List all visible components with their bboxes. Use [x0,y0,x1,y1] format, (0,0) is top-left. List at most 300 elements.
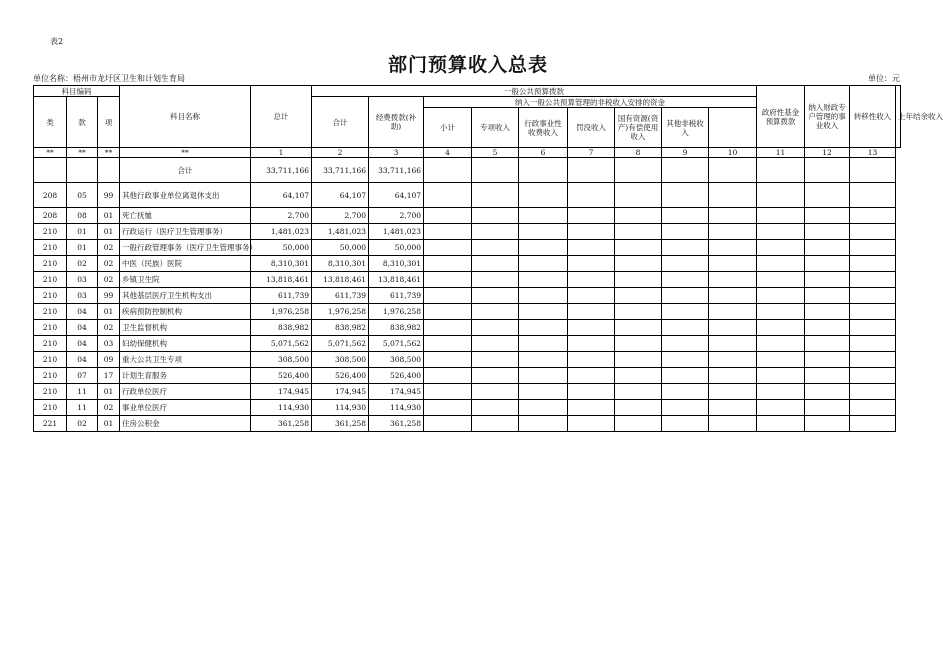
empty-cell [519,336,568,352]
empty-cell [805,256,850,272]
row-funding: 5,071,562 [369,336,424,352]
empty-cell [662,256,709,272]
empty-cell [850,368,896,384]
row-kuan: 04 [67,352,98,368]
empty-cell [850,336,896,352]
row-xiang: 01 [98,384,120,400]
empty-cell [424,384,472,400]
row-subject-name: 疾病预防控制机构 [120,304,251,320]
empty-cell [568,400,615,416]
empty-cell [757,336,805,352]
empty-cell [662,336,709,352]
row-lei: 210 [34,256,67,272]
empty-cell [424,304,472,320]
row-total: 2,700 [251,208,312,224]
row-subtotal: 50,000 [312,240,369,256]
empty-cell [805,320,850,336]
empty-cell [568,288,615,304]
row-subject-name: 重大公共卫生专项 [120,352,251,368]
empty-cell [519,352,568,368]
header-nt-subtotal: 小计 [424,108,472,148]
row-lei: 210 [34,304,67,320]
empty-cell [850,272,896,288]
empty-cell [709,256,757,272]
empty-cell [519,224,568,240]
row-xiang: 01 [98,304,120,320]
row-xiang: 02 [98,400,120,416]
empty-cell [709,224,757,240]
header-nontax-group: 纳入一般公共预算管理的非税收入安排的资金 [424,97,757,108]
row-total: 1,976,258 [251,304,312,320]
row-subject-name: 死亡抚恤 [120,208,251,224]
empty-cell [805,288,850,304]
row-total: 50,000 [251,240,312,256]
empty-cell [519,256,568,272]
empty-cell [757,368,805,384]
empty-cell [757,224,805,240]
empty-cell [805,208,850,224]
index-cell: 13 [850,148,896,158]
empty-cell [757,416,805,432]
row-total: 361,258 [251,416,312,432]
row-subtotal: 611,739 [312,288,369,304]
empty-cell [615,208,662,224]
row-funding: 1,481,023 [369,224,424,240]
row-lei: 208 [34,183,67,208]
row-lei: 210 [34,368,67,384]
empty-cell [757,272,805,288]
table-row [34,368,901,384]
index-cell: 2 [312,148,369,158]
header-fines: 罚没收入 [568,108,615,148]
row-subtotal: 13,818,461 [312,272,369,288]
empty-cell [805,304,850,320]
row-subject-name: 乡镇卫生院 [120,272,251,288]
empty-cell [615,240,662,256]
index-cell: ** [34,148,67,158]
empty-cell [662,288,709,304]
empty-cell [472,304,519,320]
empty-cell [805,224,850,240]
empty-cell [424,240,472,256]
empty-cell [805,384,850,400]
row-total: 611,739 [251,288,312,304]
empty-cell [519,320,568,336]
row-xiang: 02 [98,320,120,336]
index-cell: 8 [615,148,662,158]
empty-cell [568,384,615,400]
empty-cell [472,416,519,432]
index-row [34,148,901,158]
row-subtotal: 2,700 [312,208,369,224]
empty-cell [757,352,805,368]
empty-cell [709,384,757,400]
empty-cell [519,208,568,224]
empty-cell [757,240,805,256]
empty-cell [805,400,850,416]
empty-cell [709,183,757,208]
empty-cell [850,240,896,256]
row-funding: 2,700 [369,208,424,224]
empty-cell [662,352,709,368]
table-row [34,240,901,256]
table-row [34,400,901,416]
total-row [34,158,901,183]
index-cell: 11 [757,148,805,158]
empty-cell [757,288,805,304]
empty-cell [709,400,757,416]
empty-cell [615,272,662,288]
empty-cell [757,400,805,416]
row-funding: 526,400 [369,368,424,384]
empty-cell [662,304,709,320]
row-lei: 210 [34,288,67,304]
header-total: 总计 [251,86,312,148]
header-funding: 经费拨款(补助) [369,97,424,148]
empty-cell [424,320,472,336]
empty-cell [662,208,709,224]
empty-cell [424,336,472,352]
row-total: 526,400 [251,368,312,384]
row-xiang: 99 [98,288,120,304]
empty-cell [568,208,615,224]
empty-cell [709,352,757,368]
empty-cell [424,416,472,432]
row-subject-name: 妇幼保健机构 [120,336,251,352]
table-row [34,256,901,272]
row-funding: 114,930 [369,400,424,416]
empty-cell [757,304,805,320]
row-subject-name: 住房公积金 [120,416,251,432]
budget-income-table [33,85,943,432]
empty-cell [519,288,568,304]
empty-cell [424,208,472,224]
row-total: 64,107 [251,183,312,208]
row-subtotal: 1,481,023 [312,224,369,240]
row-xiang: 02 [98,240,120,256]
row-kuan: 02 [67,256,98,272]
index-cell: 3 [369,148,424,158]
total-label: 合计 [120,158,251,183]
index-cell: ** [98,148,120,158]
empty-cell [850,304,896,320]
header-subject-code: 科目编码 [34,86,120,97]
empty-cell [662,368,709,384]
header-general-budget: 一般公共预算拨款 [312,86,757,97]
row-total: 8,310,301 [251,256,312,272]
row-lei: 210 [34,272,67,288]
empty-cell [424,272,472,288]
empty-cell [757,320,805,336]
empty-cell [709,368,757,384]
empty-cell [424,352,472,368]
row-subtotal: 5,071,562 [312,336,369,352]
row-kuan: 02 [67,416,98,432]
empty-cell [472,400,519,416]
row-subtotal: 838,982 [312,320,369,336]
row-funding: 8,310,301 [369,256,424,272]
empty-cell [662,416,709,432]
empty-cell [568,256,615,272]
row-kuan: 03 [67,288,98,304]
empty-cell [615,224,662,240]
empty-cell [805,416,850,432]
table-row [34,336,901,352]
table-row [34,384,901,400]
row-subtotal: 114,930 [312,400,369,416]
row-xiang: 17 [98,368,120,384]
table-row [34,208,901,224]
row-kuan: 04 [67,304,98,320]
empty-cell [424,400,472,416]
empty-cell [472,224,519,240]
empty-cell [615,336,662,352]
empty-cell [568,272,615,288]
row-total: 308,500 [251,352,312,368]
empty-cell [850,352,896,368]
empty-cell [568,224,615,240]
row-xiang: 03 [98,336,120,352]
empty-cell [709,240,757,256]
empty-cell [662,272,709,288]
empty-cell [709,288,757,304]
empty-cell [757,256,805,272]
empty-cell [805,352,850,368]
empty-cell [615,368,662,384]
empty-cell [850,384,896,400]
row-total: 114,930 [251,400,312,416]
page-title: 部门预算收入总表 [387,54,548,76]
row-lei: 221 [34,416,67,432]
index-cell: 12 [805,148,850,158]
header-kuan: 款 [67,97,98,148]
empty-cell [424,224,472,240]
empty-cell [662,240,709,256]
row-total: 1,481,023 [251,224,312,240]
row-subject-name: 行政运行（医疗卫生管理事务） [120,224,251,240]
empty-cell [662,320,709,336]
row-subtotal: 1,976,258 [312,304,369,320]
row-lei: 210 [34,224,67,240]
empty-cell [662,384,709,400]
empty-cell [568,240,615,256]
row-subject-name: 事业单位医疗 [120,400,251,416]
table-row [34,352,901,368]
empty-cell [472,240,519,256]
empty-cell [519,240,568,256]
empty-cell [805,368,850,384]
index-cell: ** [67,148,98,158]
empty-cell [568,320,615,336]
empty-cell [615,384,662,400]
empty-cell [472,320,519,336]
empty-cell [424,288,472,304]
row-funding: 308,500 [369,352,424,368]
header-other-nontax: 其他非税收入 [662,108,709,148]
row-xiang: 09 [98,352,120,368]
row-kuan: 05 [67,183,98,208]
row-funding: 64,107 [369,183,424,208]
table-row [34,224,901,240]
row-subtotal: 308,500 [312,352,369,368]
header-admin-fee: 行政事业性收费收入 [519,108,568,148]
row-total: 5,071,562 [251,336,312,352]
empty-cell [472,256,519,272]
empty-cell [615,416,662,432]
empty-cell [568,352,615,368]
empty-cell [424,183,472,208]
row-kuan: 11 [67,400,98,416]
row-total: 174,945 [251,384,312,400]
empty-cell [757,183,805,208]
row-subtotal: 64,107 [312,183,369,208]
row-subtotal: 361,258 [312,416,369,432]
empty-cell [424,256,472,272]
row-xiang: 02 [98,256,120,272]
row-total: 838,982 [251,320,312,336]
total-amount: 33,711,166 [251,158,312,183]
empty-cell [615,256,662,272]
row-xiang: 01 [98,416,120,432]
row-kuan: 11 [67,384,98,400]
row-lei: 210 [34,336,67,352]
table-row [34,183,901,208]
empty-cell [805,336,850,352]
empty-cell [805,272,850,288]
row-funding: 1,976,258 [369,304,424,320]
empty-cell [850,208,896,224]
header-subject-name: 科目名称 [120,86,251,148]
index-cell: 10 [709,148,757,158]
row-subtotal: 174,945 [312,384,369,400]
empty-cell [519,400,568,416]
empty-cell [615,183,662,208]
row-xiang: 02 [98,272,120,288]
empty-cell [850,256,896,272]
index-cell: 4 [424,148,472,158]
empty-cell [615,352,662,368]
empty-cell [850,183,896,208]
row-lei: 210 [34,400,67,416]
empty-cell [519,384,568,400]
row-subtotal: 526,400 [312,368,369,384]
row-funding: 838,982 [369,320,424,336]
header-lei: 类 [34,97,67,148]
index-cell: 9 [662,148,709,158]
header-subtotal: 合计 [312,97,369,148]
row-kuan: 04 [67,320,98,336]
row-subject-name: 其他基层医疗卫生机构支出 [120,288,251,304]
row-total: 13,818,461 [251,272,312,288]
empty-cell [615,288,662,304]
row-lei: 210 [34,352,67,368]
empty-cell [709,304,757,320]
empty-cell [472,352,519,368]
row-funding: 13,818,461 [369,272,424,288]
empty-cell [568,416,615,432]
header-gov-fund: 政府性基金预算拨款 [757,86,805,148]
header-fin-account: 纳入财政专户管理的事业收入 [805,86,850,148]
table-row [34,272,901,288]
row-kuan: 01 [67,240,98,256]
row-funding: 174,945 [369,384,424,400]
empty-cell [519,272,568,288]
empty-cell [850,416,896,432]
table-row [34,288,901,304]
empty-cell [568,304,615,320]
empty-cell [472,183,519,208]
row-kuan: 04 [67,336,98,352]
empty-cell [472,368,519,384]
empty-cell [568,336,615,352]
row-lei: 208 [34,208,67,224]
index-cell: 1 [251,148,312,158]
header-xiang: 项 [98,97,120,148]
empty-cell [472,272,519,288]
empty-cell [709,320,757,336]
row-subject-name: 其他行政事业单位离退休支出 [120,183,251,208]
empty-cell [519,304,568,320]
row-kuan: 08 [67,208,98,224]
header-special-income: 专项收入 [472,108,519,148]
index-cell: 6 [519,148,568,158]
table-row [34,320,901,336]
index-cell: 7 [568,148,615,158]
empty-cell [709,272,757,288]
empty-cell [850,288,896,304]
row-lei: 210 [34,240,67,256]
index-cell: ** [120,148,251,158]
empty-cell [615,304,662,320]
total-funding: 33,711,166 [369,158,424,183]
empty-cell [757,208,805,224]
empty-cell [709,416,757,432]
row-kuan: 03 [67,272,98,288]
empty-cell [615,320,662,336]
row-lei: 210 [34,320,67,336]
empty-cell [850,224,896,240]
empty-cell [757,384,805,400]
empty-cell [519,368,568,384]
table-row [34,304,901,320]
row-subject-name: 一般行政管理事务（医疗卫生管理事务） [120,240,251,256]
row-subject-name: 卫生监督机构 [120,320,251,336]
empty-cell [472,288,519,304]
empty-cell [519,416,568,432]
row-funding: 361,258 [369,416,424,432]
row-funding: 50,000 [369,240,424,256]
row-kuan: 01 [67,224,98,240]
empty-cell [424,368,472,384]
empty-cell [709,336,757,352]
empty-cell [709,208,757,224]
unit-label: 单位：元 [868,74,900,83]
row-subject-name: 行政单位医疗 [120,384,251,400]
empty-cell [662,400,709,416]
row-subject-name: 中医（民族）医院 [120,256,251,272]
table-row [34,416,901,432]
form-number: 表2 [50,37,64,46]
header-transfer: 转移性收入 [850,86,896,148]
empty-cell [850,320,896,336]
row-subtotal: 8,310,301 [312,256,369,272]
row-xiang: 01 [98,224,120,240]
header-prior-year: 上年结余收入 [896,86,901,148]
empty-cell [662,224,709,240]
empty-cell [805,183,850,208]
empty-cell [472,384,519,400]
empty-cell [615,400,662,416]
